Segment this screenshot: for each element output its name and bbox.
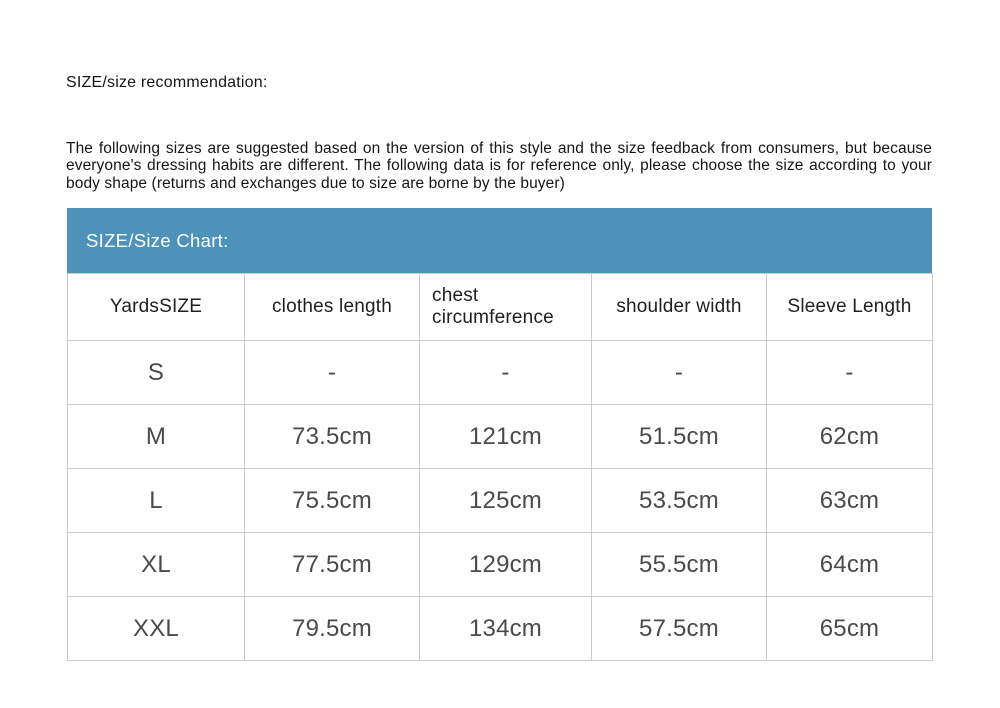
header-row [68, 274, 933, 341]
measurement-cell: 57.5cm [592, 597, 767, 661]
size-label-cell: XXL [68, 597, 245, 661]
size-table [67, 273, 933, 661]
measurement-cell: - [592, 341, 767, 405]
measurement-cell: - [767, 341, 933, 405]
measurement-cell: 65cm [767, 597, 933, 661]
column-header-size: YardsSIZE [68, 274, 245, 341]
measurement-cell: 63cm [767, 469, 933, 533]
measurement-cell: 55.5cm [592, 533, 767, 597]
measurement-cell: 129cm [420, 533, 592, 597]
size-label-cell: M [68, 405, 245, 469]
size-recommendation-text: The following sizes are suggested based on the version of this style and the size feedback from consumers, but because everyone's dressing habits are different. The following data is for reference only, please choose the size according to your body shape (returns and exchanges due to size are borne by the buyer) [66, 139, 932, 192]
measurement-cell: 64cm [767, 533, 933, 597]
page-title: SIZE/size recommendation: [66, 74, 268, 91]
table-row [68, 533, 933, 597]
measurement-cell: 125cm [420, 469, 592, 533]
size-chart-section [67, 208, 932, 661]
column-header-sleeve-length: Sleeve Length [767, 274, 933, 341]
size-label-cell: XL [68, 533, 245, 597]
measurement-cell: 121cm [420, 405, 592, 469]
size-table-head [68, 274, 933, 341]
measurement-cell: 79.5cm [245, 597, 420, 661]
measurement-cell: 62cm [767, 405, 933, 469]
size-chart-header-label: SIZE/Size Chart: [86, 229, 229, 251]
measurement-cell: 73.5cm [245, 405, 420, 469]
table-row [68, 405, 933, 469]
measurement-cell: 75.5cm [245, 469, 420, 533]
measurement-cell: - [245, 341, 420, 405]
measurement-cell: 134cm [420, 597, 592, 661]
column-header-clothes-length: clothes length [245, 274, 420, 341]
table-row [68, 341, 933, 405]
table-row [68, 469, 933, 533]
measurement-cell: 77.5cm [245, 533, 420, 597]
measurement-cell: 53.5cm [592, 469, 767, 533]
column-header-shoulder-width: shoulder width [592, 274, 767, 341]
size-label-cell: S [68, 341, 245, 405]
measurement-cell: 51.5cm [592, 405, 767, 469]
size-label-cell: L [68, 469, 245, 533]
measurement-cell: - [420, 341, 592, 405]
column-header-chest-circumference: chest circumference [420, 274, 592, 341]
size-table-body [68, 341, 933, 661]
size-chart-header-bar [67, 208, 932, 273]
table-row [68, 597, 933, 661]
